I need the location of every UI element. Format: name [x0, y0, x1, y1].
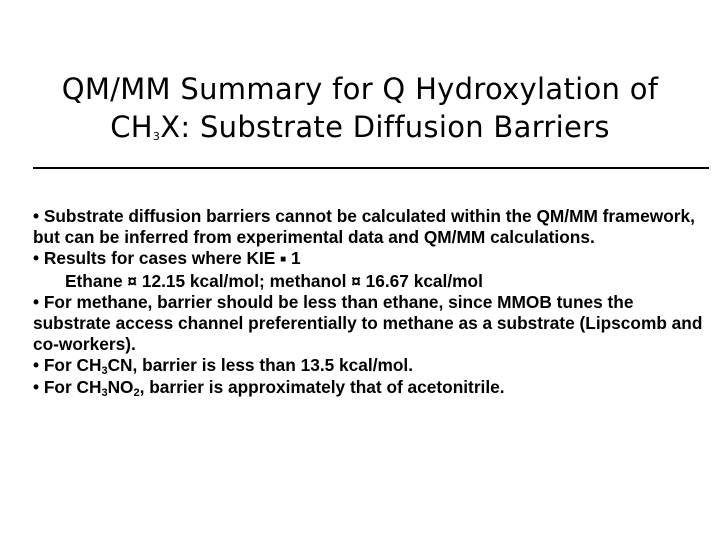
title-text: CH — [110, 110, 153, 144]
title-line-2 — [0, 108, 720, 146]
title-divider — [33, 167, 709, 169]
text: , barrier is approximately that of acetonitrile. — [139, 376, 505, 397]
bullet-list — [33, 206, 713, 398]
text: • For CH — [33, 376, 102, 397]
subscript: 2 — [133, 386, 140, 399]
bullet-3: • For methane, barrier should be less than ethane, since MMOB tunes the substrate access channel preferentially to methane as a substrate (Lipscomb and co-workers). — [33, 291, 703, 355]
bullet-5 — [33, 377, 713, 398]
text: 16.67 kcal/mol — [360, 270, 483, 291]
title-line-1: QM/MM Summary for Q Hydroxylation of — [61, 72, 659, 106]
bullet-4 — [33, 355, 713, 376]
bullet-2 — [33, 248, 713, 270]
subscript: 3 — [101, 386, 108, 399]
text: CN, barrier is less than 13.5 kcal/mol. — [107, 355, 414, 376]
subscript: 3 — [101, 365, 108, 378]
bullet-1: • Substrate diffusion barriers cannot be calculated within the QM/MM framework, but can be inferred from experimental data and QM/MM calculations. — [33, 206, 695, 248]
symbol: ¤ — [351, 270, 361, 291]
text: • For CH — [33, 355, 102, 376]
slide-title — [0, 70, 720, 146]
bullet-2-detail — [33, 271, 713, 292]
subscript: 3 — [152, 130, 161, 143]
text: • Results for cases where KIE — [33, 248, 281, 269]
symbol: ■ — [280, 254, 287, 266]
title-text: X: Substrate Diffusion Barriers — [160, 110, 610, 144]
text: Ethane — [65, 270, 128, 291]
symbol: ¤ — [127, 270, 138, 291]
text: NO — [107, 376, 134, 397]
text: 12.15 kcal/mol; methanol — [137, 270, 352, 291]
text: 1 — [286, 248, 301, 269]
